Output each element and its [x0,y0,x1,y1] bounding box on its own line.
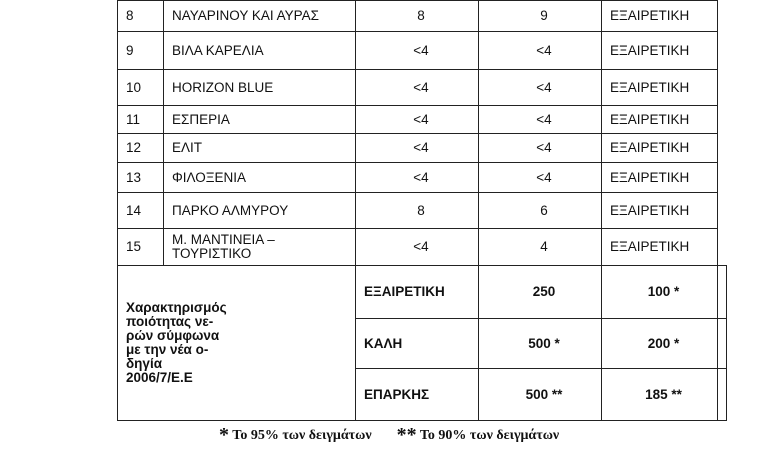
quality-label [118,266,356,421]
empty-cell [718,369,727,421]
row-number: 8 [118,1,164,32]
row-number: 11 [118,106,164,134]
single-asterisk: * [219,424,229,446]
row-number: 12 [118,134,164,163]
rating: ΕΞΑΙΡΕΤΙΚΗ [602,193,718,229]
footnote-text-90: Το 90% των δειγμάτων [419,428,560,443]
rating: ΕΞΑΙΡΕΤΙΚΗ [602,163,718,193]
rating: ΕΞΑΙΡΕΤΙΚΗ [602,70,718,106]
quality-category: ΚΑΛΗ [356,319,479,369]
value-2: 9 [479,1,602,32]
table-row [118,163,727,193]
location-name: ΕΣΠΕΡΙΑ [164,106,356,134]
table-row [118,229,727,266]
value-2: 6 [479,193,602,229]
location-name [164,229,356,266]
rating: ΕΞΑΙΡΕΤΙΚΗ [602,106,718,134]
quality-category: ΕΠΑΡΚΗΣ [356,369,479,421]
rating: ΕΞΑΙΡΕΤΙΚΗ [602,229,718,266]
value-1: <4 [356,163,479,193]
location-name: ΦΙΛΟΞΕΝΙΑ [164,163,356,193]
value-2: <4 [479,163,602,193]
footnote [219,424,559,447]
table-row [118,1,727,32]
row-number: 14 [118,193,164,229]
value-2: <4 [479,70,602,106]
quality-value-2: 100 * [602,266,718,319]
location-name-line-1: Μ. ΜΑΝΤΙΝΕΙΑ – [172,232,275,247]
location-name: ΒΙΛΑ ΚΑΡΕΛΙΑ [164,32,356,70]
row-number: 13 [118,163,164,193]
location-name: ΕΛΙΤ [164,134,356,163]
location-name: HORIZON BLUE [164,70,356,106]
row-number: 15 [118,229,164,266]
table-row [118,106,727,134]
location-name: ΠΑΡΚΟ ΑΛΜΥΡΟΥ [164,193,356,229]
value-1: <4 [356,32,479,70]
quality-value-2: 200 * [602,319,718,369]
rating: ΕΞΑΙΡΕΤΙΚΗ [602,1,718,32]
rating: ΕΞΑΙΡΕΤΙΚΗ [602,32,718,70]
value-1: <4 [356,134,479,163]
quality-label-line: δηγία [126,356,162,371]
results-table [117,0,727,421]
quality-value-1: 500 ** [479,369,602,421]
quality-row [118,266,727,319]
quality-label-line: ποιότητας νε- [126,314,214,329]
value-2: <4 [479,134,602,163]
quality-label-line: με την νέα ο- [126,342,209,357]
quality-label-line: Χαρακτηρισμός [126,300,227,315]
double-asterisk: ** [396,424,417,446]
footnote-text-95: Το 95% των δειγμάτων [232,428,372,443]
table-row [118,193,727,229]
value-2: <4 [479,32,602,70]
location-name-line-2: ΤΟΥΡΙΣΤΙΚΟ [172,246,252,261]
row-number: 10 [118,70,164,106]
value-2: <4 [479,106,602,134]
table-row [118,32,727,70]
value-1: <4 [356,106,479,134]
table-row [118,134,727,163]
row-number: 9 [118,32,164,70]
value-2: 4 [479,229,602,266]
rating: ΕΞΑΙΡΕΤΙΚΗ [602,134,718,163]
quality-value-2: 185 ** [602,369,718,421]
empty-cell [718,319,727,369]
quality-label-line: 2006/7/Ε.Ε [126,370,193,385]
quality-label-line: ρών σύμφωνα [126,328,220,343]
quality-value-1: 500 * [479,319,602,369]
value-1: 8 [356,193,479,229]
value-1: 8 [356,1,479,32]
empty-cell [718,266,727,319]
value-1: <4 [356,229,479,266]
quality-value-1: 250 [479,266,602,319]
table-row [118,70,727,106]
location-name: ΝΑΥΑΡΙΝΟΥ ΚΑΙ ΑΥΡΑΣ [164,1,356,32]
value-1: <4 [356,70,479,106]
quality-category: ΕΞΑΙΡΕΤΙΚΗ [356,266,479,319]
